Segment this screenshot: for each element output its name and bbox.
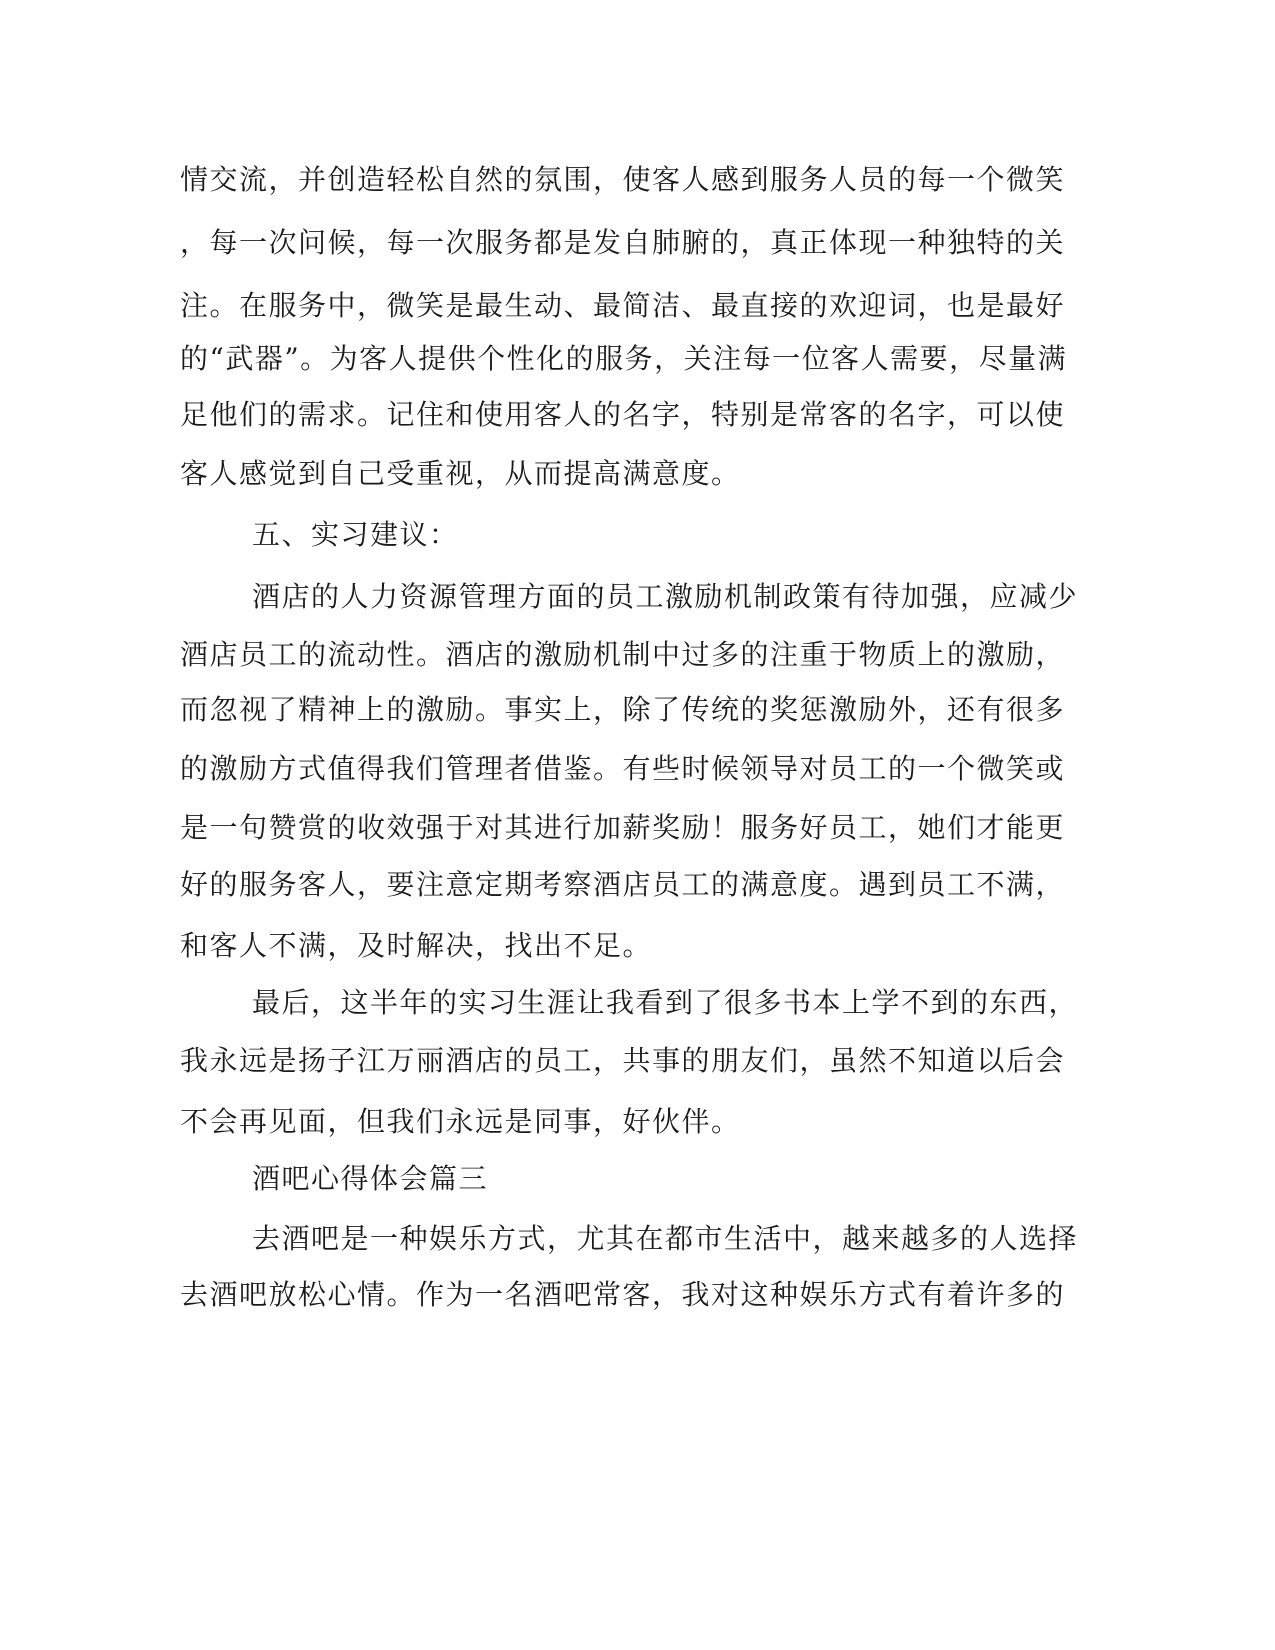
- text-line: ，每一次问候，每一次服务都是发自肺腑的，真正体现一种独特的关: [180, 226, 1066, 259]
- text-line: 的“武器”。为客人提供个性化的服务，关注每一位客人需要，尽量满: [180, 342, 1068, 375]
- text-line: 注。在服务中，微笑是最生动、最简洁、最直接的欢迎词，也是最好: [180, 289, 1066, 322]
- section-heading: 五、实习建议：: [252, 518, 459, 551]
- text-line: 酒店员工的流动性。酒店的激励机制中过多的注重于物质上的激励，: [180, 638, 1066, 671]
- text-line: 我永远是扬子江万丽酒店的员工，共事的朋友们，虽然不知道以后会: [180, 1044, 1066, 1077]
- text-line: 是一句赞赏的收效强于对其进行加薪奖励！服务好员工，她们才能更: [180, 811, 1066, 844]
- text-line: 去酒吧放松心情。作为一名酒吧常客，我对这种娱乐方式有着许多的: [180, 1278, 1066, 1311]
- text-line: 情交流，并创造轻松自然的氛围，使客人感到服务人员的每一个微笑: [180, 163, 1066, 196]
- text-line: 酒店的人力资源管理方面的员工激励机制政策有待加强，应减少: [252, 580, 1079, 613]
- text-line: 足他们的需求。记住和使用客人的名字，特别是常客的名字，可以使: [180, 398, 1066, 431]
- text-line: 好的服务客人，要注意定期考察酒店员工的满意度。遇到员工不满，: [180, 868, 1066, 901]
- text-line: 而忽视了精神上的激励。事实上，除了传统的奖惩激励外，还有很多: [180, 693, 1066, 726]
- section-heading: 酒吧心得体会篇三: [252, 1162, 489, 1195]
- text-line: 不会再见面，但我们永远是同事，好伙伴。: [180, 1105, 741, 1138]
- text-line: 最后，这半年的实习生涯让我看到了很多书本上学不到的东西，: [252, 986, 1079, 1019]
- text-line: 客人感觉到自己受重视，从而提高满意度。: [180, 457, 741, 490]
- text-line: 和客人不满，及时解决，找出不足。: [180, 929, 653, 962]
- text-line: 的激励方式值得我们管理者借鉴。有些时候领导对员工的一个微笑或: [180, 752, 1066, 785]
- text-line: 去酒吧是一种娱乐方式，尤其在都市生活中，越来越多的人选择: [252, 1222, 1079, 1255]
